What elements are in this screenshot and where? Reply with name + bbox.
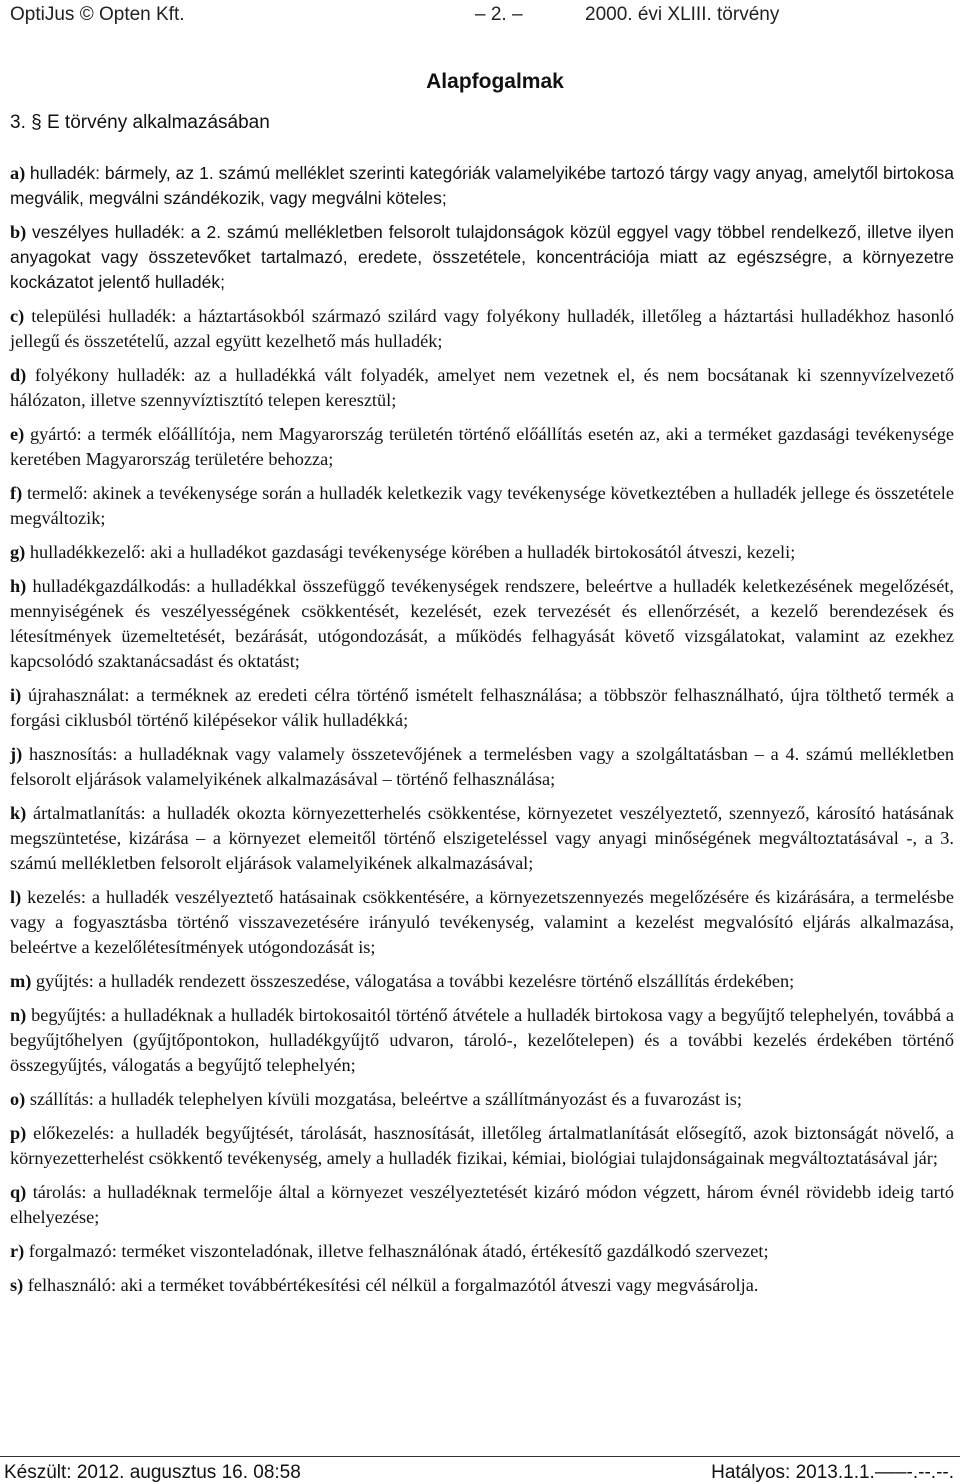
definition-item [10,885,954,960]
definition-letter: r) [10,1241,25,1261]
definition-item [10,422,954,472]
definition-text: felhasználó: aki a terméket továbbértékesítési cél nélkül a forgalmazótól átveszi vagy megvásárolja. [27,1275,759,1295]
definition-text: termelő: akinek a tevékenysége során a hulladék keletkezik vagy tevékenysége következtében a hulladék jellege és összetétele megváltozik; [10,483,954,528]
definition-letter: f) [10,483,23,503]
definition-text: forgalmazó: terméket viszonteladónak, illetve felhasználónak átadó, értékesítő gazdálkodó szervezet; [28,1241,769,1261]
footer-effective: Hatályos: 2013.1.1.–––-.--.--. [711,1462,954,1483]
definition-letter: l) [10,887,22,907]
section-intro: 3. § E törvény alkalmazásában [10,112,270,133]
definition-text: ártalmatlanítás: a hulladék okozta környezetterhelés csökkentése, környezetet veszélyeztető, szennyező, károsító hatásának megszüntetése, kizárása – a környezet elemeitől történő elszigeteléssel vagy anyagi minőségének megváltoztatásával -, a 3. számú mellékletben felsorolt eljárások valamelyikének alkalmazásával; [10,803,954,873]
definition-item [10,1239,954,1264]
page-footer [0,1456,960,1484]
definition-item [10,683,954,733]
definition-letter: s) [10,1275,24,1295]
section-heading: Alapfogalmak [426,70,564,93]
footer-divider [0,1456,960,1457]
definition-text: veszélyes hulladék: a 2. számú mellékletben felsorolt tulajdonságok közül eggyel vagy többel rendelkező, illetve ilyen anyagokat vagy összetevőket tartalmazó, eredete, összetétele, koncentrációja miatt az egészségre, a környezetre kockázatot jelentő hulladék; [10,222,955,292]
footer-created: Készült: 2012. augusztus 16. 08:58 [4,1462,301,1483]
definition-text: folyékony hulladék: az a hulladékká vált folyadék, amelyet nem vezetnek el, és nem bocsátanak ki szennyvízelvezető hálózaton, illetve szennyvíztisztító telepen keresztül; [10,365,954,410]
definition-item [10,1003,954,1078]
definition-list [10,161,954,1307]
definition-text: hulladékkezelő: aki a hulladékot gazdasági tevékenysége körében a hulladék birtokosától átveszi, kezeli; [29,542,796,562]
definition-letter: p) [10,1123,27,1143]
definition-item [10,1273,954,1298]
definition-letter: j) [10,744,23,764]
definition-letter: m) [10,971,32,991]
definition-item [10,1180,954,1230]
definition-item [10,540,954,565]
definition-text: kezelés: a hulladék veszélyeztető hatásainak csökkentésére, a környezetszennyezés megelőzésére és kizárására, a termelésbe vagy a fogyasztásba történő visszavezetésére irányuló tevékenység, valamint a kezelést megvalósító eljárás alkalmazása, beleértve a kezelőlétesítmények utógondozását is; [10,887,954,957]
definition-text: hulladékgazdálkodás: a hulladékkal összefüggő tevékenységek rendszere, beleértve a hulladék keletkezésének megelőzését, mennyiségének és veszélyességének csökkentését, kezelését, ezek tervezését és ellenőrzését, a kezelő berendezések és létesítmények üzemeltetését, bezárását, utógondozását, a működés felhagyását követő vizsgálatokat, valamint az ezekhez kapcsolódó szaktanácsadást és oktatást; [10,576,955,671]
definition-item [10,1121,954,1171]
definition-letter: c) [10,306,25,326]
definition-text: újrahasználat: a terméknek az eredeti célra történő ismételt felhasználása; a többször felhasználható, újra tölthető termék a forgási ciklusból történő kilépésekor válik hulladékká; [10,685,954,730]
header-publisher: OptiJus © Opten Kft. [10,4,185,25]
page-header [10,0,950,28]
definition-letter: d) [10,365,27,385]
definition-text: gyártó: a termék előállítója, nem Magyarország területén történő előállítás esetén az, aki a terméket gazdasági tevékenysége keretében Magyarország területére behozza; [10,424,955,469]
definition-letter: o) [10,1089,26,1109]
definition-text: gyűjtés: a hulladék rendezett összeszedése, válogatása a további kezelésre történő elszállítás érdekében; [35,971,795,991]
definition-text: tárolás: a hulladéknak termelője által a környezet veszélyeztetését kizáró módon végzett, három évnél rövidebb ideig tartó elhelyezése; [10,1182,954,1227]
definition-item [10,481,954,531]
definition-item [10,161,954,211]
definition-text: hasznosítás: a hulladéknak vagy valamely összetevőjének a termelésben vagy a szolgáltatásban – a 4. számú mellékletben felsorolt eljárások valamelyikének alkalmazásával – történő felhasználása; [10,744,954,789]
definition-item [10,220,954,295]
header-page-number: – 2. – [475,4,523,25]
definition-letter: n) [10,1005,27,1025]
header-law-title: 2000. évi XLIII. törvény [585,4,780,25]
definition-letter: q) [10,1182,27,1202]
definition-text: előkezelés: a hulladék begyűjtését, tárolását, hasznosítását, illetőleg ártalmatlanítását elősegítő, azok biztonságát növelő, a környezetterhelést csökkentő tevékenység, amely a hulladék fizikai, kémiai, biológiai tulajdonságainak megváltoztatásával jár; [10,1123,954,1168]
definition-letter: i) [10,685,22,705]
definition-item [10,304,954,354]
definition-letter: b) [10,222,27,242]
definition-letter: g) [10,542,26,562]
definition-text: begyűjtés: a hulladéknak a hulladék birtokosaitól történő átvétele a hulladék birtokosa vagy a begyűjtő telephelyén, továbbá a begyűjtőhelyen (gyűjtőpontokon, hulladékgyűjtő udvaron, tároló-, kezelőtelepen) és a további kezelés érdekében történő összegyűjtés, válogatás a begyűjtő telephelyén; [10,1005,954,1075]
definition-item [10,1087,954,1112]
definition-item [10,574,954,674]
definition-letter: a) [10,163,26,183]
definition-letter: e) [10,424,25,444]
definition-text: hulladék: bármely, az 1. számú melléklet szerinti kategóriák valamelyikébe tartozó tárgy vagy anyag, amelytől birtokosa megválik, megválni szándékozik, vagy megválni köteles; [10,163,954,208]
definition-letter: h) [10,576,27,596]
definition-item [10,801,954,876]
definition-letter: k) [10,803,27,823]
definition-text: települési hulladék: a háztartásokból származó szilárd vagy folyékony hulladék, illetőleg a háztartási hulladékhoz hasonló jellegű és összetételű, azzal együtt kezelhető más hulladék; [10,306,954,351]
definition-item [10,363,954,413]
definition-item [10,742,954,792]
definition-text: szállítás: a hulladék telephelyen kívüli mozgatása, beleértve a szállítmányozást és a fuvarozást is; [29,1089,743,1109]
definition-item [10,969,954,994]
